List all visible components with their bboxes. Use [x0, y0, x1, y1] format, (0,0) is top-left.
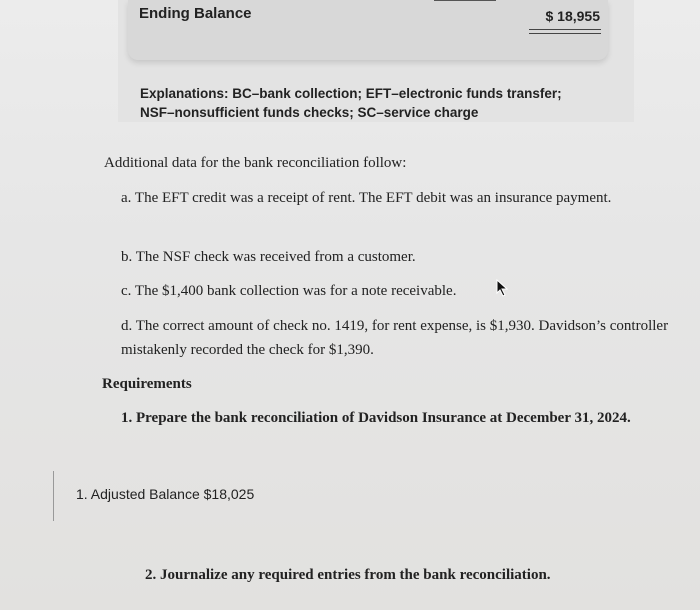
double-underline-bottom	[529, 33, 601, 34]
item-text: The NSF check was received from a customer.	[135, 249, 416, 265]
item-letter: c.	[121, 283, 132, 299]
requirement-1: 1. Prepare the bank reconciliation of Davidson Insurance at December 31, 2024.	[121, 410, 631, 426]
column-rule	[434, 0, 496, 1]
ending-balance-amount: $ 18,955	[545, 8, 600, 24]
explanations-legend	[140, 84, 610, 122]
mouse-cursor-icon	[495, 279, 511, 297]
requirements-heading: Requirements	[102, 376, 192, 392]
explanations-line-2: NSF–nonsufficient funds checks; SC–service charge	[140, 105, 479, 120]
ending-balance-label: Ending Balance	[139, 5, 252, 22]
ending-balance-row	[128, 0, 608, 60]
additional-item-c	[121, 279, 456, 303]
double-underline-top	[529, 29, 601, 30]
item-text: The EFT credit was a receipt of rent. The EFT debit was an insurance payment.	[134, 190, 612, 206]
explanations-line-1: Explanations: BC–bank collection; EFT–electronic funds transfer;	[140, 86, 562, 101]
additional-item-b	[121, 245, 416, 269]
item-letter: b.	[121, 249, 133, 265]
answer-left-border	[53, 471, 54, 521]
item-text: The $1,400 bank collection was for a note receivable.	[134, 283, 457, 299]
answer-1-text: 1. Adjusted Balance $18,025	[76, 486, 255, 502]
requirement-2: 2. Journalize any required entries from the bank reconciliation.	[145, 567, 551, 583]
item-letter: a.	[121, 190, 132, 206]
item-text: The correct amount of check no. 1419, for rent expense, is $1,930. Davidson’s controller mistakenly recorded the check for $1,390.	[121, 318, 669, 358]
additional-item-a	[121, 186, 661, 210]
additional-data-heading: Additional data for the bank reconciliation follow:	[104, 155, 407, 171]
additional-item-d	[121, 314, 691, 362]
item-letter: d.	[121, 318, 133, 334]
